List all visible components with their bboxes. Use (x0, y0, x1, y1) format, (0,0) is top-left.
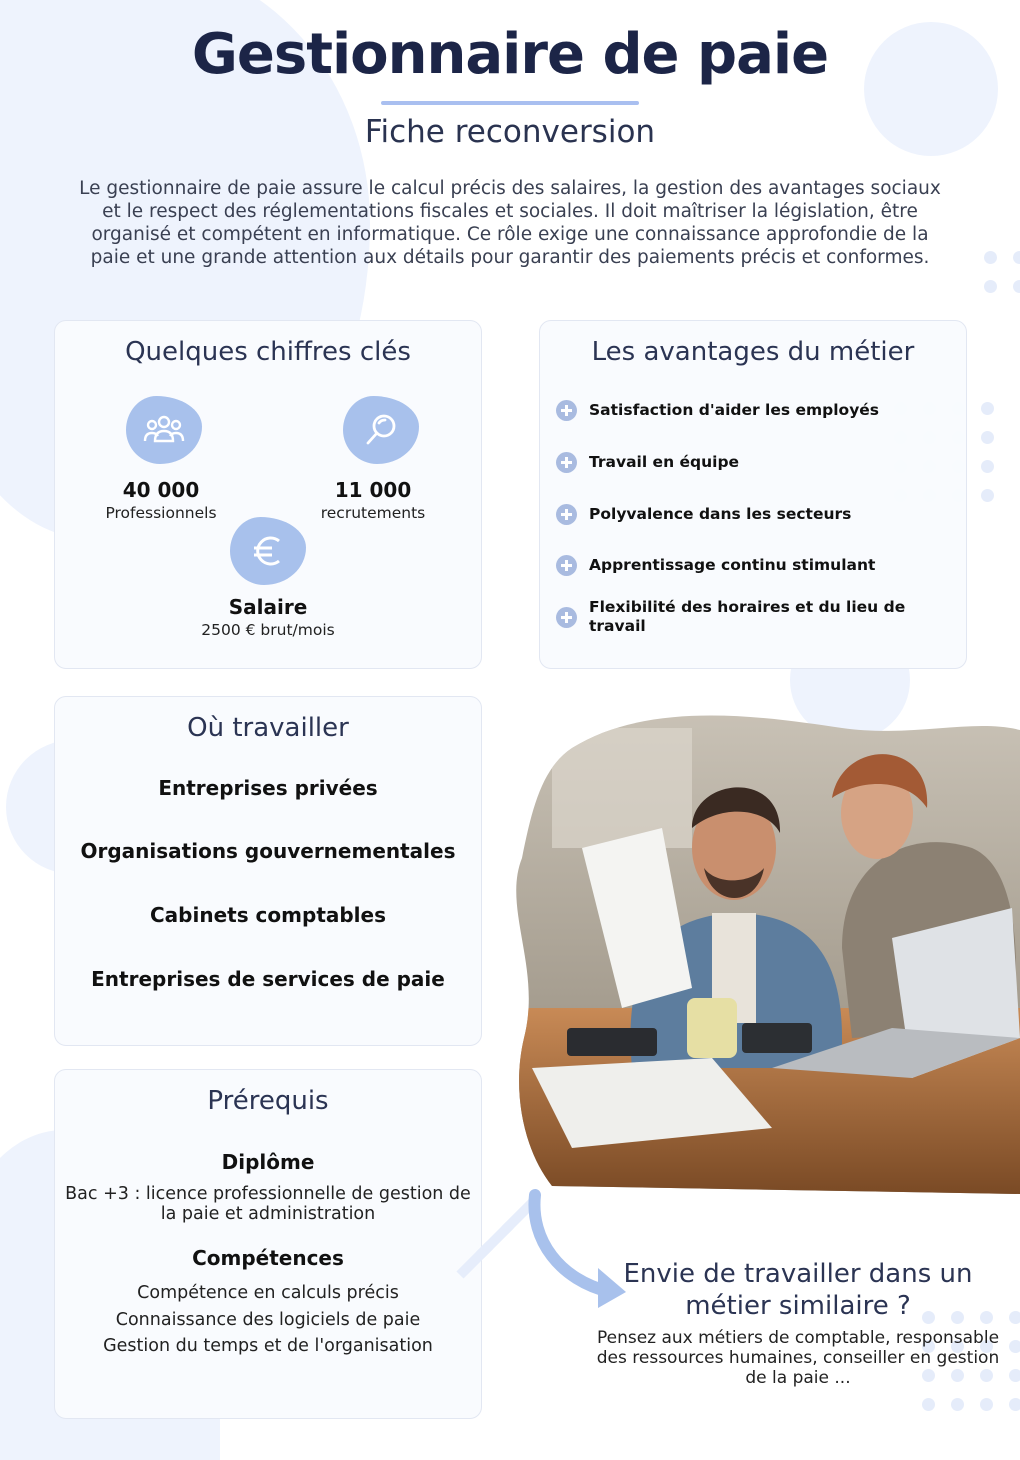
advantage-item: Polyvalence dans les secteurs (556, 504, 956, 525)
office-workers-photo (512, 708, 1020, 1194)
search-icon (343, 396, 419, 464)
page-title: Gestionnaire de paie (191, 22, 829, 87)
stat-salary-value: 2500 € brut/mois (201, 621, 335, 639)
prerequisites-title: Prérequis (207, 1086, 329, 1116)
workplace-item: Cabinets comptables (149, 903, 387, 927)
advantages-card (539, 320, 967, 669)
stat-salary-title: Salaire (228, 595, 308, 619)
stat-recruitments-label: recrutements (320, 504, 426, 522)
plus-circle-icon (556, 400, 577, 421)
key-figures-card (54, 320, 482, 669)
decorative-dots-top (984, 251, 1020, 293)
plus-circle-icon (556, 555, 577, 576)
prerequisites-card (54, 1069, 482, 1419)
stat-recruitments-value: 11 000 (334, 478, 412, 502)
cta-title: Envie de travailler dans un métier similaire ? (623, 1259, 973, 1321)
stat-professionals-label: Professionnels (105, 504, 217, 522)
advantage-item: Travail en équipe (556, 452, 956, 473)
cta-text: Pensez aux métiers de comptable, responsable des ressources humaines, conseiller en gestion de la paie ... (596, 1328, 1000, 1388)
plus-circle-icon (556, 607, 577, 628)
people-group-icon (126, 396, 202, 464)
advantage-item: Satisfaction d'aider les employés (556, 400, 956, 421)
intro-paragraph: Le gestionnaire de paie assure le calcul précis des salaires, la gestion des avantages sociaux et le respect des réglementations fiscales et sociales. Il doit maîtriser la législation, être organisé et compétent en informatique. Ce rôle exige une connaissance approfondie de la paie et une grande attention aux détails pour garantir des paiements précis et conformes. (79, 178, 941, 268)
workplace-item: Entreprises privées (158, 776, 378, 800)
key-figures-title: Quelques chiffres clés (125, 337, 411, 367)
diploma-text: Bac +3 : licence professionnelle de gestion de la paie et administration (65, 1184, 471, 1224)
skill-item: Gestion du temps et de l'organisation (103, 1336, 433, 1356)
workplace-item: Organisations gouvernementales (80, 839, 456, 863)
euro-icon (230, 517, 306, 585)
skills-heading: Compétences (192, 1246, 344, 1270)
advantage-item: Flexibilité des horaires et du lieu de travail (556, 598, 916, 636)
where-to-work-title: Où travailler (187, 713, 349, 743)
plus-circle-icon (556, 452, 577, 473)
skill-item: Connaissance des logiciels de paie (115, 1310, 421, 1330)
advantage-item: Apprentissage continu stimulant (556, 555, 956, 576)
diploma-heading: Diplôme (221, 1150, 315, 1174)
skill-item: Compétence en calculs précis (137, 1283, 399, 1303)
stat-professionals-value: 40 000 (122, 478, 200, 502)
page-subtitle: Fiche reconversion (364, 114, 656, 150)
where-to-work-card (54, 696, 482, 1046)
title-underline (381, 101, 639, 105)
plus-circle-icon (556, 504, 577, 525)
advantages-title: Les avantages du métier (591, 337, 915, 367)
workplace-item: Entreprises de services de paie (91, 967, 445, 991)
